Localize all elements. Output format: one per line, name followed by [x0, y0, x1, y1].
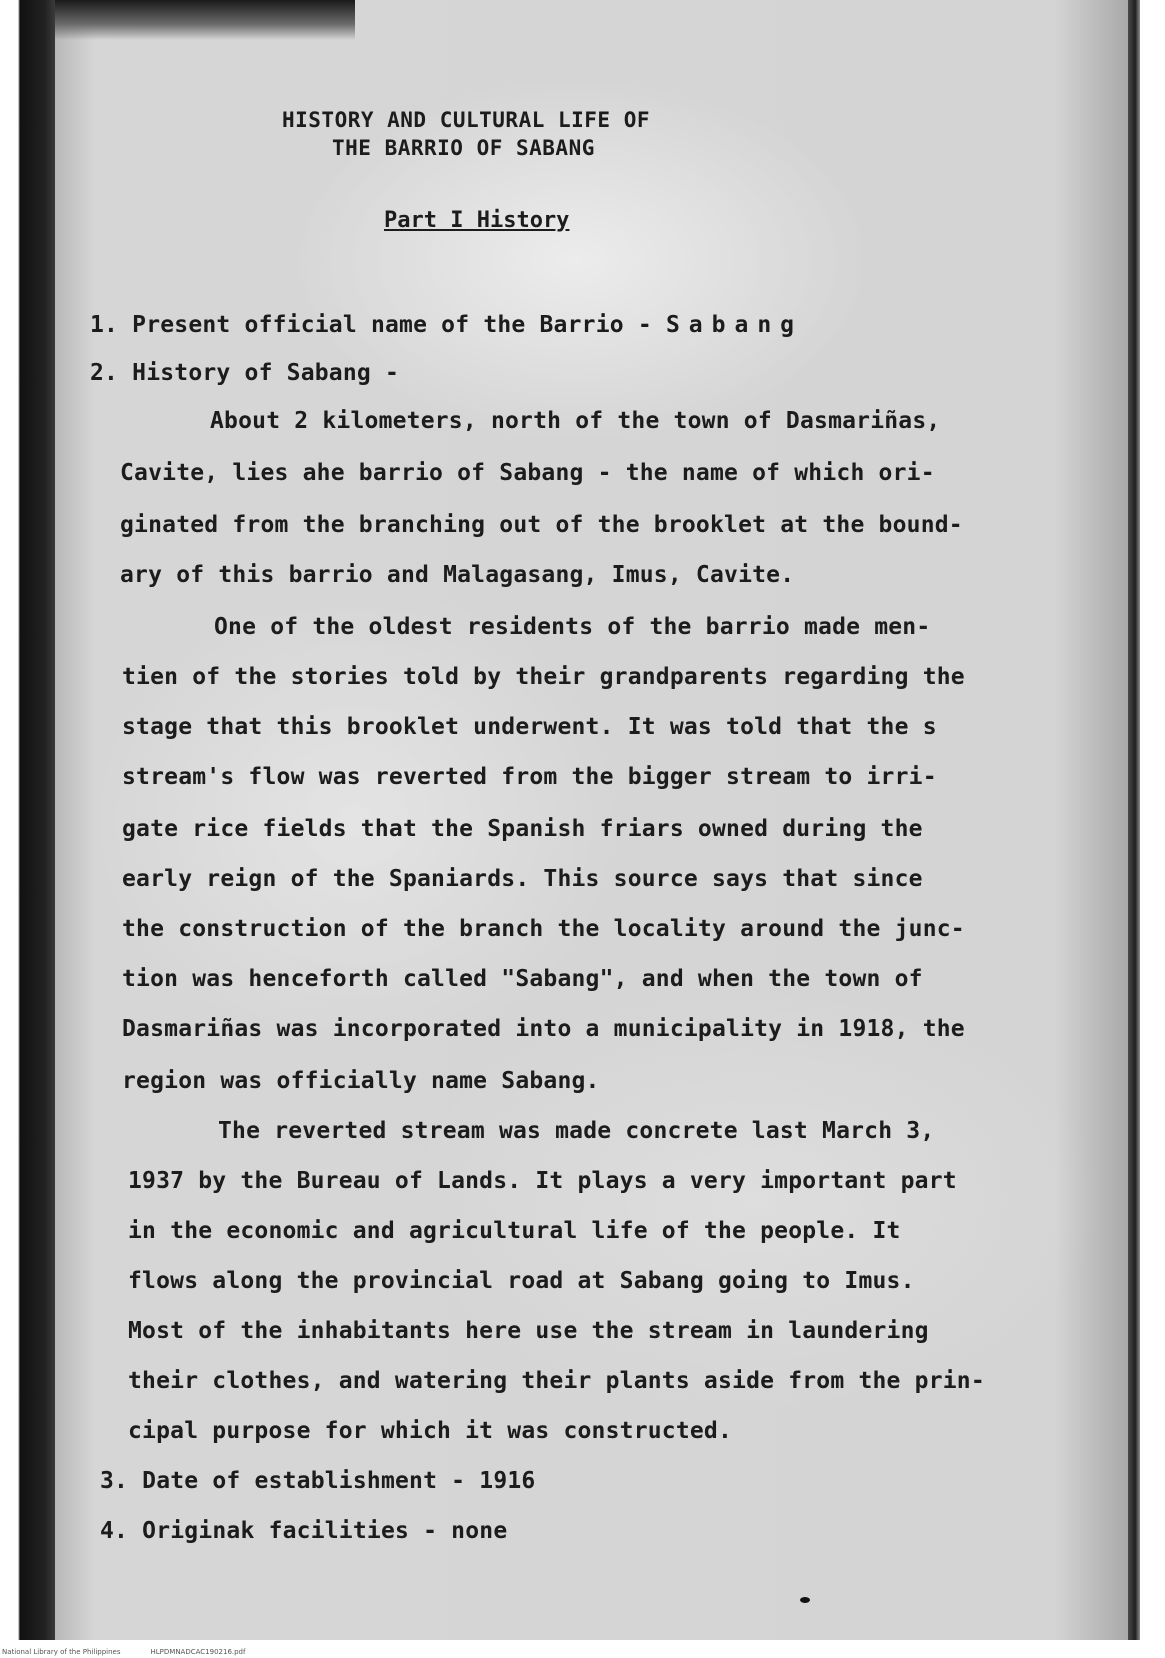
binding-top-shadow	[55, 0, 355, 40]
footer-file: HLPDMNADCAC190216.pdf	[150, 1648, 246, 1656]
paragraph-line: Dasmariñas was incorporated into a municipality in 1918, the	[122, 1016, 965, 1042]
item-3: 3. Date of establishment - 1916	[100, 1468, 536, 1494]
paragraph-line: the construction of the branch the locality around the junc-	[122, 916, 965, 942]
book-binding-shadow	[0, 0, 55, 1658]
ink-blot	[800, 1597, 810, 1603]
paragraph-line: tien of the stories told by their grandparents regarding the	[122, 664, 965, 690]
paragraph-line: One of the oldest residents of the barrio made men-	[214, 614, 931, 640]
paragraph-line: ary of this barrio and Malagasang, Imus, Cavite.	[120, 562, 795, 588]
paragraph-line: early reign of the Spaniards. This source says that since	[122, 866, 923, 892]
paragraph-line: region was officially name Sabang.	[122, 1068, 600, 1094]
paragraph-line: stream's flow was reverted from the bigger stream to irri-	[122, 764, 937, 790]
paragraph-line: tion was henceforth called "Sabang", and when the town of	[122, 966, 923, 992]
item-1-value: Sabang	[665, 312, 804, 338]
item-4: 4. Originak facilities - none	[100, 1518, 508, 1544]
right-page-edge	[1128, 0, 1140, 1640]
right-margin	[1140, 0, 1165, 1658]
footer-source: National Library of the Philippines	[2, 1648, 121, 1656]
paragraph-line: stage that this brooklet underwent. It was told that the s	[122, 714, 937, 740]
paragraph-line: cipal purpose for which it was constructed.	[128, 1418, 733, 1444]
paragraph-line: 1937 by the Bureau of Lands. It plays a very important part	[128, 1168, 957, 1194]
item-2: 2. History of Sabang -	[90, 360, 400, 386]
footer	[2, 1648, 275, 1656]
paragraph-line: flows along the provincial road at Sabang going to Imus.	[128, 1268, 915, 1294]
document-title-line-1: HISTORY AND CULTURAL LIFE OF	[282, 108, 651, 132]
item-1	[90, 312, 803, 338]
paragraph-line: in the economic and agricultural life of the people. It	[128, 1218, 901, 1244]
paragraph-line: gate rice fields that the Spanish friars owned during the	[122, 816, 923, 842]
paragraph-line: ginated from the branching out of the brooklet at the bound-	[120, 512, 963, 538]
part-heading: Part I History	[384, 208, 570, 233]
document-title-line-2: THE BARRIO OF SABANG	[332, 136, 595, 160]
item-1-label: 1. Present official name of the Barrio -	[90, 312, 666, 338]
paragraph-line: About 2 kilometers, north of the town of Dasmariñas,	[210, 408, 941, 434]
paragraph-line: Cavite, lies ahe barrio of Sabang - the name of which ori-	[120, 460, 935, 486]
paragraph-line: Most of the inhabitants here use the stream in laundering	[128, 1318, 929, 1344]
paragraph-line: their clothes, and watering their plants aside from the prin-	[128, 1368, 985, 1394]
paragraph-line: The reverted stream was made concrete last March 3,	[218, 1118, 935, 1144]
